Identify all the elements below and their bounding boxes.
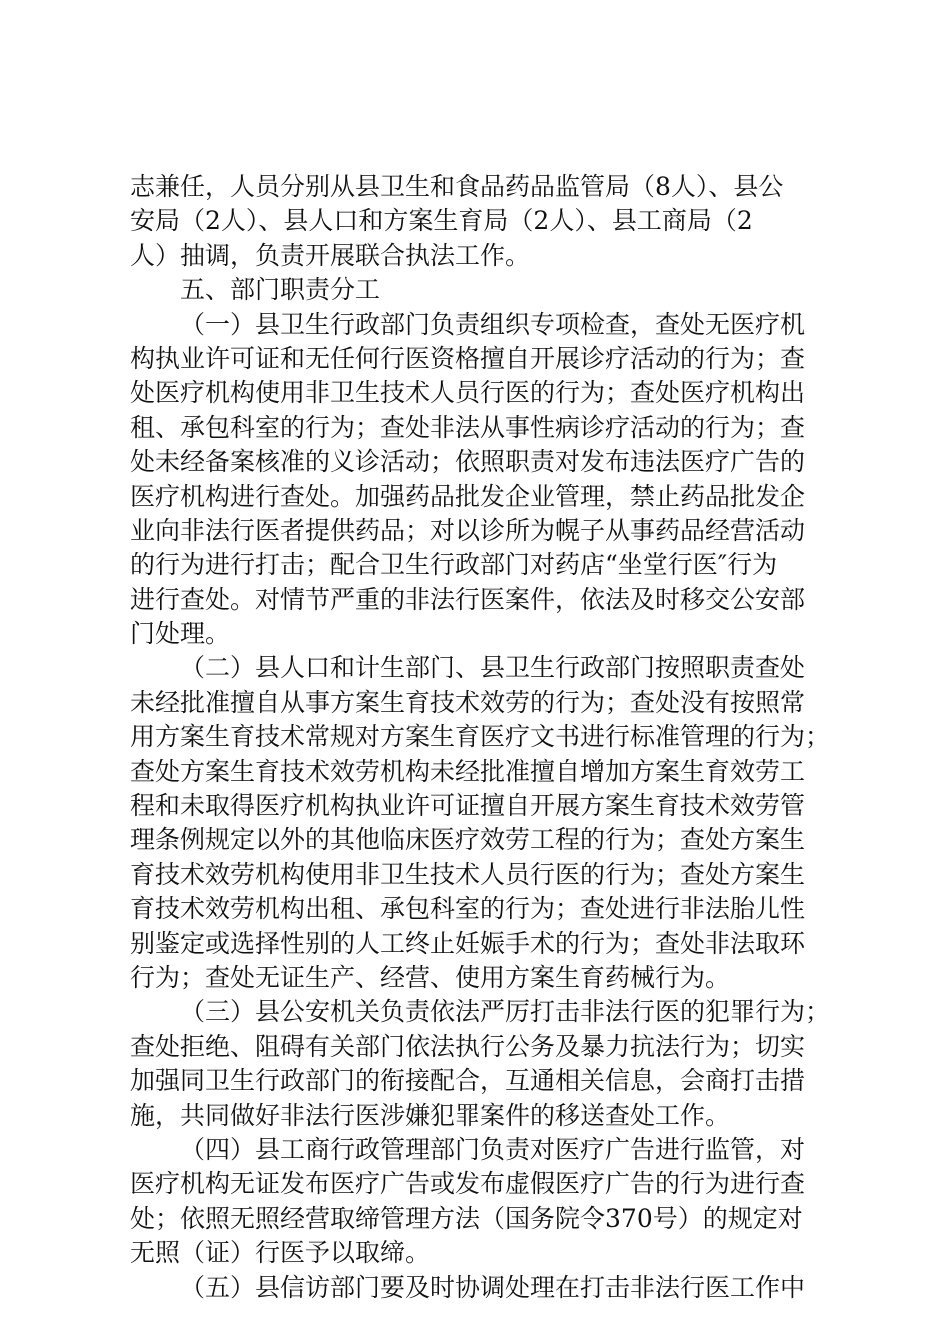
paragraph-first-line: （一）县卫生行政部门负责组织专项检查，查处无医疗机 [180,309,806,339]
text-line: 安局（2人）、县人口和方案生育局（2人）、县工商局（2 [130,206,753,236]
text-line: 进行查处。对情节严重的非法行医案件，依法及时移交公安部 [130,584,806,614]
text-line: 人）抽调，负责开展联合执法工作。 [130,240,531,270]
text-line: 理条例规定以外的其他临床医疗效劳工程的行为；查处方案生 [130,825,806,855]
text-line: 门处理。 [130,619,231,649]
text-line: 施，共同做好非法行医涉嫌犯罪案件的移送查处工作。 [130,1100,731,1130]
text-line: 程和未取得医疗机构执业许可证擅自开展方案生育技术效劳管 [130,791,806,821]
text-line: 处；依照无照经营取缔管理方法（国务院令370号）的规定对 [130,1203,803,1233]
text-line: 租、承包科室的行为；查处非法从事性病诊疗活动的行为；查 [130,412,806,442]
text-line: 医疗机构无证发布医疗广告或发布虚假医疗广告的行为进行查 [130,1169,806,1199]
text-line: 志兼任，人员分别从县卫生和食品药品监管局（8人）、县公 [130,172,784,201]
paragraph-first-line: （三）县公安机关负责依法严厉打击非法行医的犯罪行为； [180,997,831,1027]
text-line: 构执业许可证和无任何行医资格擅自开展诊疗活动的行为；查 [130,343,806,373]
text-line: 加强同卫生行政部门的衔接配合，互通相关信息，会商打击措 [130,1066,806,1096]
text-line: 育技术效劳机构使用非卫生技术人员行医的行为；查处方案生 [130,859,806,889]
text-line: 行为；查处无证生产、经营、使用方案生育药械行为。 [130,962,731,992]
paragraph-first-line: （五）县信访部门要及时协调处理在打击非法行医工作中 [180,1272,806,1302]
paragraph-first-line: （二）县人口和计生部门、县卫生行政部门按照职责查处 [180,653,806,683]
document-body [130,170,830,1305]
text-line: 查处方案生育技术效劳机构未经批准擅自增加方案生育效劳工 [130,756,806,786]
text-line: 未经批准擅自从事方案生育技术效劳的行为；查处没有按照常 [130,687,806,717]
text-line: 用方案生育技术常规对方案生育医疗文书进行标准管理的行为； [130,722,831,752]
paragraph-first-line: 五、部门职责分工 [180,275,381,305]
text-line: 的行为进行打击；配合卫生行政部门对药店“坐堂行医″行为 [130,550,778,580]
text-line: 处未经备案核准的义诊活动；依照职责对发布违法医疗广告的 [130,447,806,477]
text-line: 医疗机构进行查处。加强药品批发企业管理，禁止药品批发企 [130,481,806,511]
paragraph-first-line: （四）县工商行政管理部门负责对医疗广告进行监管，对 [180,1134,806,1164]
text-line: 别鉴定或选择性别的人工终止妊娠手术的行为；查处非法取环 [130,928,806,958]
text-line: 处医疗机构使用非卫生技术人员行医的行为；查处医疗机构出 [130,378,806,408]
text-line: 无照（证）行医予以取缔。 [130,1238,431,1268]
text-line: 查处拒绝、阻碍有关部门依法执行公务及暴力抗法行为；切实 [130,1031,806,1061]
text-line: 育技术效劳机构出租、承包科室的行为；查处进行非法胎儿性 [130,894,806,924]
text-line: 业向非法行医者提供药品；对以诊所为幌子从事药品经营活动 [130,515,806,545]
